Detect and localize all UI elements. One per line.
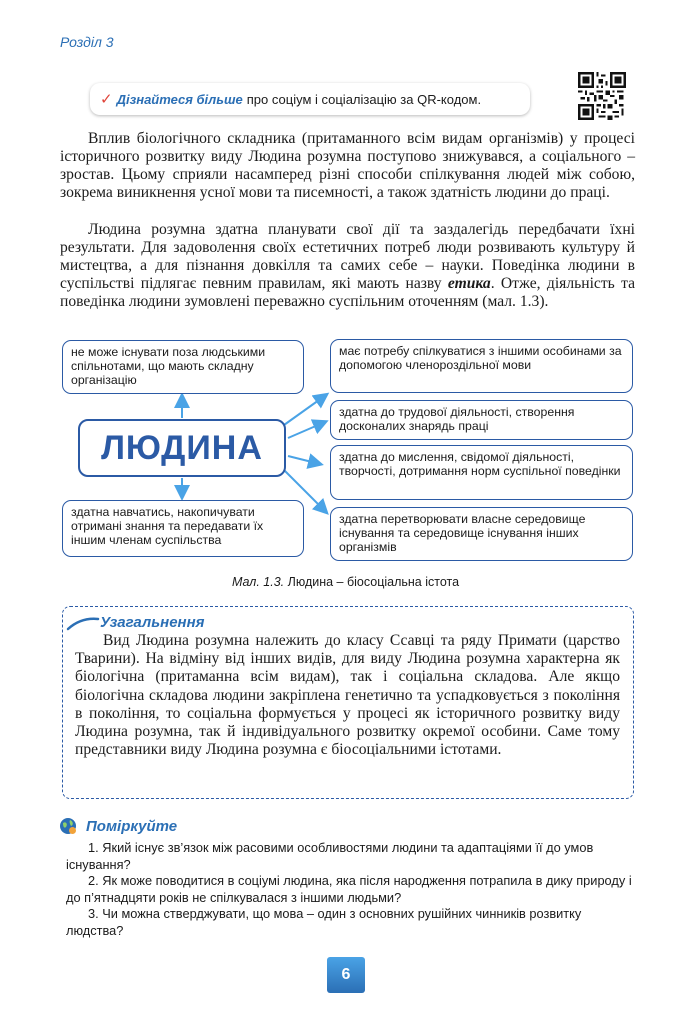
learn-more-banner: [90, 83, 530, 115]
section-title: Розділ 3: [60, 34, 114, 50]
learn-more-emphasis: Дізнайтеся більше: [116, 91, 243, 107]
globe-icon: [58, 816, 78, 836]
figure-caption: [0, 575, 691, 589]
summary-text: Вид Людина розумна належить до класу Ссавці та ряду Примати (царство Тварини). На відміну від інших видів, для виду Людина розумна характерна як біологічна (притаманна всім видам), так і соціальна складова. Але якщо біологічна складова людини закріплена генетично та успадковується з покоління в покоління, то соціальна формується у процесі як історичного розвитку виду Людина розумна, так й індивідуального розвитку окремої особини. Саме тому представники виду Людина розумна є біосоціальними істотами.: [75, 632, 620, 759]
learn-more-text: про соціум і соціалізацію за QR-кодом.: [246, 91, 482, 107]
paragraph-1: Вплив біологічного складника (притаманного всім видам організмів) у процесі історичного розвитку виду Людина розумна поступово знижувався, а соціального – зростав. Цьому сприяли насамперед різні способи спілкування людей між собою, зокрема виникнення усної мови та писемності, а також здатність людини до праці.: [60, 130, 635, 201]
diagram-center-label: ЛЮДИНА: [78, 419, 286, 477]
trait-bottom-left: здатна навчатись, накопичувати отримані знання та передавати їх іншим членам суспільства: [62, 500, 304, 557]
check-icon: ✓: [100, 91, 113, 108]
question-1: 1. Який існує зв’язок між расовими особливостями людини та адаптаціями її до умов існування?: [66, 840, 594, 872]
figure-caption-prefix: Мал. 1.3.: [231, 575, 285, 589]
paragraph-2: [60, 221, 635, 311]
trait-top-left: не може існувати поза людськими спільнотами, що мають складну організацію: [62, 340, 304, 394]
question-2: 2. Як може поводитися в соціумі людина, яка після народження потрапила в дику природу і до п’ятнадцяти років не спілкувалася з іншими людьми?: [66, 873, 632, 905]
ethics-term: етика: [447, 275, 491, 292]
paragraph-2-after: . Отже, діяльність та поведінка людини зумовлені переважно суспільним оточенням (мал. 1.3).: [60, 275, 635, 310]
trait-right-communication: має потребу спілкуватися з іншими особинами за допомогою членороздільної мови: [330, 339, 633, 393]
think-title: Поміркуйте: [86, 818, 178, 835]
paragraph-2-before: Людина розумна здатна планувати свої дії та заздалегідь передбачати їхні результати. Для задоволення своїх естетичних потреб люди розвивають культуру й мистецтва, а для пізнання довкілля та самих себе – науки. Поведінка людини в суспільстві підлягає певним правилам, які мають назву: [60, 221, 635, 292]
qr-code-icon[interactable]: [578, 72, 626, 120]
question-3: 3. Чи можна стверджувати, що мова – один з основних рушійних чинників розвитку людства?: [66, 906, 582, 938]
trait-right-labor: здатна до трудової діяльності, створення досконалих знарядь праці: [330, 400, 633, 440]
summary-title: Узагальнення: [100, 614, 205, 631]
swoosh-icon: [66, 616, 100, 632]
trait-right-thinking: здатна до мислення, свідомої діяльності, творчості, дотримання норм суспільної поведінки: [330, 445, 633, 500]
page-number: 6: [327, 957, 365, 993]
trait-right-environment: здатна перетворювати власне середовище існування та середовище існування інших організмів: [330, 507, 633, 561]
figure-caption-text: Людина – біосоціальна істота: [287, 575, 460, 589]
